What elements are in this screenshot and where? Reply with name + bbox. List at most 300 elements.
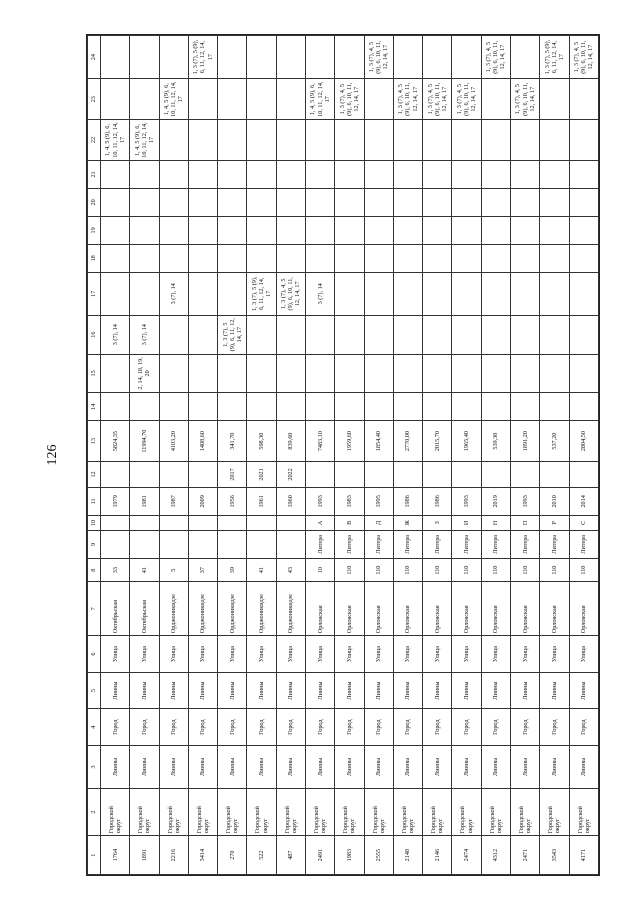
- table-cell: [305, 462, 334, 488]
- table-cell: [130, 216, 159, 244]
- table-cell: 487: [276, 836, 305, 875]
- table-cell: Город: [305, 709, 334, 746]
- table-cell: Д: [364, 515, 393, 530]
- column-header: 17: [88, 272, 101, 315]
- table-cell: [569, 120, 599, 161]
- table-cell: [101, 462, 130, 488]
- table-cell: 43: [276, 558, 305, 582]
- table-cell: [101, 36, 130, 79]
- table-cell: [247, 120, 276, 161]
- table-cell: 341,70: [218, 421, 247, 462]
- table-cell: [130, 160, 159, 188]
- column-header: 5: [88, 672, 101, 709]
- table-cell: Лиины: [188, 745, 217, 788]
- table-cell: 37: [188, 558, 217, 582]
- table-cell: Литера: [364, 530, 393, 558]
- table-cell: 1, 3 (7), 5 (9), 6, 11, 12, 14, 17: [540, 36, 569, 79]
- table-cell: Городской округ: [423, 788, 452, 835]
- table-cell: [423, 216, 452, 244]
- table-cell: 33: [101, 558, 130, 582]
- table-cell: 110: [393, 558, 422, 582]
- table-cell: [218, 188, 247, 216]
- table-cell: [452, 120, 481, 161]
- table-cell: Городской округ: [130, 788, 159, 835]
- table-cell: [335, 120, 364, 161]
- table-row: [276, 36, 305, 875]
- table-cell: [452, 354, 481, 393]
- table-cell: 1983: [335, 836, 364, 875]
- table-cell: Улица: [247, 636, 276, 673]
- column-header: 16: [88, 315, 101, 354]
- column-header: 8: [88, 558, 101, 582]
- table-cell: 3414: [188, 836, 217, 875]
- table-cell: 1, 4, 5 (9), 6, 10, 11, 12, 14, 17: [305, 79, 334, 120]
- table-cell: [364, 315, 393, 354]
- table-cell: [247, 354, 276, 393]
- table-cell: 1983: [335, 487, 364, 515]
- table-cell: [423, 354, 452, 393]
- column-header: 11: [88, 487, 101, 515]
- table-cell: [393, 315, 422, 354]
- page-number: 126: [45, 444, 60, 466]
- table-row: [393, 36, 422, 875]
- table-cell: 537,20: [540, 421, 569, 462]
- table-cell: [218, 36, 247, 79]
- table-cell: [569, 160, 599, 188]
- table-cell: 2, 14, 18, 19, 20: [130, 354, 159, 393]
- table-cell: А: [305, 515, 334, 530]
- table-cell: Улица: [452, 636, 481, 673]
- table-cell: Лиины: [101, 745, 130, 788]
- register-sheet: [86, 34, 600, 876]
- table-cell: 5824,35: [101, 421, 130, 462]
- column-header: 13: [88, 421, 101, 462]
- column-header: 10: [88, 515, 101, 530]
- table-cell: Литера: [569, 530, 599, 558]
- table-cell: [101, 393, 130, 421]
- table-cell: [130, 530, 159, 558]
- table-cell: Литера: [305, 530, 334, 558]
- table-cell: Город: [276, 709, 305, 746]
- table-cell: 1, 3 (7), 4, 5 (9), 6, 10, 11, 12, 14, 17: [510, 79, 539, 120]
- column-header: 9: [88, 530, 101, 558]
- table-cell: Лиины: [247, 672, 276, 709]
- table-cell: [510, 272, 539, 315]
- table-cell: 4171: [569, 836, 599, 875]
- table-cell: 5: [159, 558, 188, 582]
- table-cell: Н: [481, 515, 510, 530]
- table-cell: [452, 393, 481, 421]
- table-cell: 1, 3 (7), 5 (9), 6, 11, 12, 14, 17: [188, 36, 217, 79]
- table-cell: [540, 188, 569, 216]
- table-cell: 270: [218, 836, 247, 875]
- column-header: 4: [88, 709, 101, 746]
- table-cell: Городской округ: [159, 788, 188, 835]
- table-cell: [540, 244, 569, 272]
- table-cell: [481, 160, 510, 188]
- table-cell: 39: [218, 558, 247, 582]
- table-cell: [510, 120, 539, 161]
- table-cell: Лиины: [101, 672, 130, 709]
- table-cell: Октябрьская: [101, 582, 130, 636]
- table-row: [218, 36, 247, 875]
- table-cell: Литера: [452, 530, 481, 558]
- table-cell: Город: [218, 709, 247, 746]
- table-cell: [335, 272, 364, 315]
- table-cell: [510, 36, 539, 79]
- table-row: [130, 36, 159, 875]
- table-cell: 3 (7), 14: [101, 315, 130, 354]
- column-header: 3: [88, 745, 101, 788]
- table-cell: [247, 36, 276, 79]
- table-cell: [305, 160, 334, 188]
- table-cell: Лиины: [452, 745, 481, 788]
- table-cell: Городской округ: [335, 788, 364, 835]
- table-cell: [218, 160, 247, 188]
- table-cell: Лиины: [218, 672, 247, 709]
- table-cell: [188, 393, 217, 421]
- table-cell: [159, 515, 188, 530]
- table-cell: [569, 188, 599, 216]
- table-cell: Лиины: [364, 672, 393, 709]
- table-cell: 1, 4, 5 (9), 6, 10, 11, 12, 14, 17: [159, 79, 188, 120]
- table-cell: [423, 120, 452, 161]
- table-cell: Городской округ: [188, 788, 217, 835]
- table-cell: 4103,20: [159, 421, 188, 462]
- table-cell: 1981: [130, 487, 159, 515]
- column-header: 21: [88, 160, 101, 188]
- table-cell: [569, 79, 599, 120]
- table-cell: Улица: [540, 636, 569, 673]
- table-cell: 1, 4, 5 (9), 6, 10, 11, 12, 14, 17: [130, 120, 159, 161]
- table-cell: [481, 393, 510, 421]
- table-cell: [188, 188, 217, 216]
- table-cell: И: [452, 515, 481, 530]
- table-cell: Литера: [393, 530, 422, 558]
- table-cell: [276, 120, 305, 161]
- table-cell: 11994,70: [130, 421, 159, 462]
- table-cell: Орловская: [540, 582, 569, 636]
- table-cell: Лиины: [188, 672, 217, 709]
- table-cell: [423, 188, 452, 216]
- table-cell: [218, 530, 247, 558]
- table-cell: Город: [364, 709, 393, 746]
- table-cell: Орловская: [481, 582, 510, 636]
- table-cell: [423, 272, 452, 315]
- table-cell: 2474: [452, 836, 481, 875]
- table-cell: Лиины: [510, 672, 539, 709]
- table-cell: Город: [540, 709, 569, 746]
- table-cell: [364, 272, 393, 315]
- table-cell: Орджоникидзе: [276, 582, 305, 636]
- table-cell: Литера: [481, 530, 510, 558]
- table-cell: 2471: [510, 836, 539, 875]
- table-cell: 2216: [159, 836, 188, 875]
- table-row: [247, 36, 276, 875]
- table-cell: [159, 120, 188, 161]
- table-cell: 110: [510, 558, 539, 582]
- table-cell: 3 (7), 14: [305, 272, 334, 315]
- table-cell: Улица: [159, 636, 188, 673]
- table-cell: Лиины: [305, 745, 334, 788]
- table-cell: Улица: [510, 636, 539, 673]
- housing-register-table: [87, 35, 599, 875]
- table-cell: [101, 530, 130, 558]
- table-cell: Р: [540, 515, 569, 530]
- table-cell: [393, 216, 422, 244]
- table-cell: 2014: [569, 487, 599, 515]
- table-cell: 110: [364, 558, 393, 582]
- table-cell: [393, 244, 422, 272]
- table-cell: [452, 36, 481, 79]
- table-cell: [130, 462, 159, 488]
- table-cell: [218, 244, 247, 272]
- table-cell: Орджоникидзе: [218, 582, 247, 636]
- table-cell: [452, 188, 481, 216]
- table-cell: Лиины: [335, 745, 364, 788]
- table-cell: 2017: [218, 462, 247, 488]
- table-cell: [481, 315, 510, 354]
- table-cell: Лиины: [481, 745, 510, 788]
- table-cell: [540, 315, 569, 354]
- table-cell: 1979: [101, 487, 130, 515]
- table-cell: Городской округ: [569, 788, 599, 835]
- table-cell: Улица: [188, 636, 217, 673]
- table-cell: Город: [335, 709, 364, 746]
- table-cell: [276, 216, 305, 244]
- table-cell: 10: [305, 558, 334, 582]
- table-cell: [540, 216, 569, 244]
- table-cell: [364, 244, 393, 272]
- table-cell: [481, 272, 510, 315]
- table-cell: 1, 3 (7), 4, 5 (9), 6, 10, 11, 12, 14, 17: [452, 79, 481, 120]
- table-cell: Улица: [276, 636, 305, 673]
- table-cell: 3 (7), 14: [159, 272, 188, 315]
- table-cell: [510, 160, 539, 188]
- table-cell: Литера: [510, 530, 539, 558]
- table-row: [423, 36, 452, 875]
- column-number-row: [88, 36, 101, 875]
- table-cell: Лиины: [569, 745, 599, 788]
- table-cell: 7483,10: [305, 421, 334, 462]
- table-cell: [481, 462, 510, 488]
- table-cell: 1993: [452, 487, 481, 515]
- table-cell: Улица: [569, 636, 599, 673]
- table-cell: [276, 393, 305, 421]
- table-cell: [452, 160, 481, 188]
- table-cell: Орловская: [452, 582, 481, 636]
- table-cell: [569, 462, 599, 488]
- table-cell: [247, 79, 276, 120]
- table-cell: Городской округ: [393, 788, 422, 835]
- table-cell: Октябрьская: [130, 582, 159, 636]
- table-cell: Городской округ: [510, 788, 539, 835]
- table-cell: Лиины: [423, 672, 452, 709]
- table-cell: 2015,70: [423, 421, 452, 462]
- table-cell: Улица: [101, 636, 130, 673]
- table-cell: [364, 79, 393, 120]
- table-cell: [569, 393, 599, 421]
- table-cell: 4312: [481, 836, 510, 875]
- table-cell: Город: [569, 709, 599, 746]
- table-cell: [159, 216, 188, 244]
- table-cell: Улица: [335, 636, 364, 673]
- table-cell: 1, 3 (7), 4, 5 (9), 6, 10, 11, 12, 14, 17: [569, 36, 599, 79]
- column-header: 7: [88, 582, 101, 636]
- table-cell: Городской округ: [276, 788, 305, 835]
- column-header: 23: [88, 79, 101, 120]
- table-cell: Улица: [481, 636, 510, 673]
- table-cell: Орловская: [364, 582, 393, 636]
- table-cell: 1986: [393, 487, 422, 515]
- table-cell: [247, 216, 276, 244]
- table-cell: [481, 216, 510, 244]
- table-cell: [335, 36, 364, 79]
- table-cell: Город: [393, 709, 422, 746]
- table-cell: [276, 315, 305, 354]
- table-cell: [481, 244, 510, 272]
- column-header: 14: [88, 393, 101, 421]
- table-cell: Лиины: [393, 672, 422, 709]
- table-cell: [335, 188, 364, 216]
- table-cell: [218, 515, 247, 530]
- table-cell: [540, 272, 569, 315]
- table-cell: [510, 393, 539, 421]
- table-cell: 1891,20: [510, 421, 539, 462]
- table-row: [364, 36, 393, 875]
- table-cell: [218, 79, 247, 120]
- table-cell: [305, 36, 334, 79]
- table-cell: [159, 354, 188, 393]
- table-cell: [276, 79, 305, 120]
- table-cell: [188, 216, 217, 244]
- table-cell: [130, 79, 159, 120]
- table-cell: [276, 36, 305, 79]
- table-cell: Городской округ: [364, 788, 393, 835]
- table-cell: [393, 160, 422, 188]
- table-cell: Улица: [218, 636, 247, 673]
- table-cell: [510, 216, 539, 244]
- table-cell: [452, 462, 481, 488]
- table-cell: 110: [335, 558, 364, 582]
- table-cell: 1993: [510, 487, 539, 515]
- table-cell: [540, 462, 569, 488]
- table-cell: 1, 3 (7), 4, 5 (9), 6, 10, 11, 12, 14, 17: [276, 272, 305, 315]
- table-cell: [247, 244, 276, 272]
- table-cell: [335, 216, 364, 244]
- table-cell: [423, 393, 452, 421]
- table-cell: [130, 515, 159, 530]
- table-rotator: [87, 35, 599, 875]
- table-cell: Лиины: [452, 672, 481, 709]
- table-cell: 1, 3 (7), 4, 5 (9), 6, 10, 11, 12, 14, 17: [423, 79, 452, 120]
- table-cell: 1993: [305, 487, 334, 515]
- table-cell: [569, 354, 599, 393]
- table-cell: 3543: [540, 836, 569, 875]
- table-cell: [247, 188, 276, 216]
- table-cell: 110: [452, 558, 481, 582]
- table-cell: [393, 393, 422, 421]
- table-cell: [423, 160, 452, 188]
- table-cell: Ж: [393, 515, 422, 530]
- table-cell: Литера: [540, 530, 569, 558]
- table-cell: [188, 120, 217, 161]
- table-cell: [188, 79, 217, 120]
- table-cell: В: [335, 515, 364, 530]
- table-row: [188, 36, 217, 875]
- column-header: 6: [88, 636, 101, 673]
- table-cell: Орджоникидзе: [247, 582, 276, 636]
- table-cell: 2491: [305, 836, 334, 875]
- table-cell: [101, 244, 130, 272]
- table-cell: [393, 120, 422, 161]
- table-cell: Улица: [393, 636, 422, 673]
- table-cell: [247, 160, 276, 188]
- table-cell: [540, 160, 569, 188]
- table-cell: [130, 272, 159, 315]
- table-cell: [569, 216, 599, 244]
- table-cell: 598,30: [247, 421, 276, 462]
- table-cell: Город: [130, 709, 159, 746]
- table-cell: 1960: [276, 487, 305, 515]
- table-cell: [569, 272, 599, 315]
- table-cell: Город: [101, 709, 130, 746]
- column-header: 15: [88, 354, 101, 393]
- table-cell: 2804,50: [569, 421, 599, 462]
- table-row: [452, 36, 481, 875]
- table-cell: Городской округ: [481, 788, 510, 835]
- table-cell: Лиины: [423, 745, 452, 788]
- table-cell: [364, 462, 393, 488]
- table-cell: [540, 393, 569, 421]
- table-cell: [393, 272, 422, 315]
- table-cell: [101, 272, 130, 315]
- table-cell: [305, 393, 334, 421]
- table-cell: [130, 244, 159, 272]
- table-cell: [423, 244, 452, 272]
- table-cell: [188, 530, 217, 558]
- table-cell: Лиины: [305, 672, 334, 709]
- table-cell: Орловская: [569, 582, 599, 636]
- table-cell: [335, 393, 364, 421]
- table-cell: 2148: [393, 836, 422, 875]
- table-cell: Лиины: [247, 745, 276, 788]
- table-cell: 1995: [364, 487, 393, 515]
- table-cell: 1891: [130, 836, 159, 875]
- table-cell: [218, 120, 247, 161]
- table-cell: Город: [423, 709, 452, 746]
- table-cell: 110: [481, 558, 510, 582]
- table-cell: 1408,60: [188, 421, 217, 462]
- table-cell: [276, 244, 305, 272]
- table-cell: [218, 272, 247, 315]
- table-cell: Лиины: [159, 672, 188, 709]
- table-cell: [101, 354, 130, 393]
- table-cell: Город: [159, 709, 188, 746]
- column-header: 18: [88, 244, 101, 272]
- table-cell: 2009: [188, 487, 217, 515]
- table-cell: [276, 160, 305, 188]
- table-cell: Улица: [130, 636, 159, 673]
- table-cell: Орловская: [423, 582, 452, 636]
- table-cell: [159, 36, 188, 79]
- table-cell: 1961: [247, 487, 276, 515]
- table-cell: Лиины: [393, 745, 422, 788]
- table-cell: Город: [188, 709, 217, 746]
- column-header: 19: [88, 216, 101, 244]
- table-cell: [159, 244, 188, 272]
- table-cell: [452, 272, 481, 315]
